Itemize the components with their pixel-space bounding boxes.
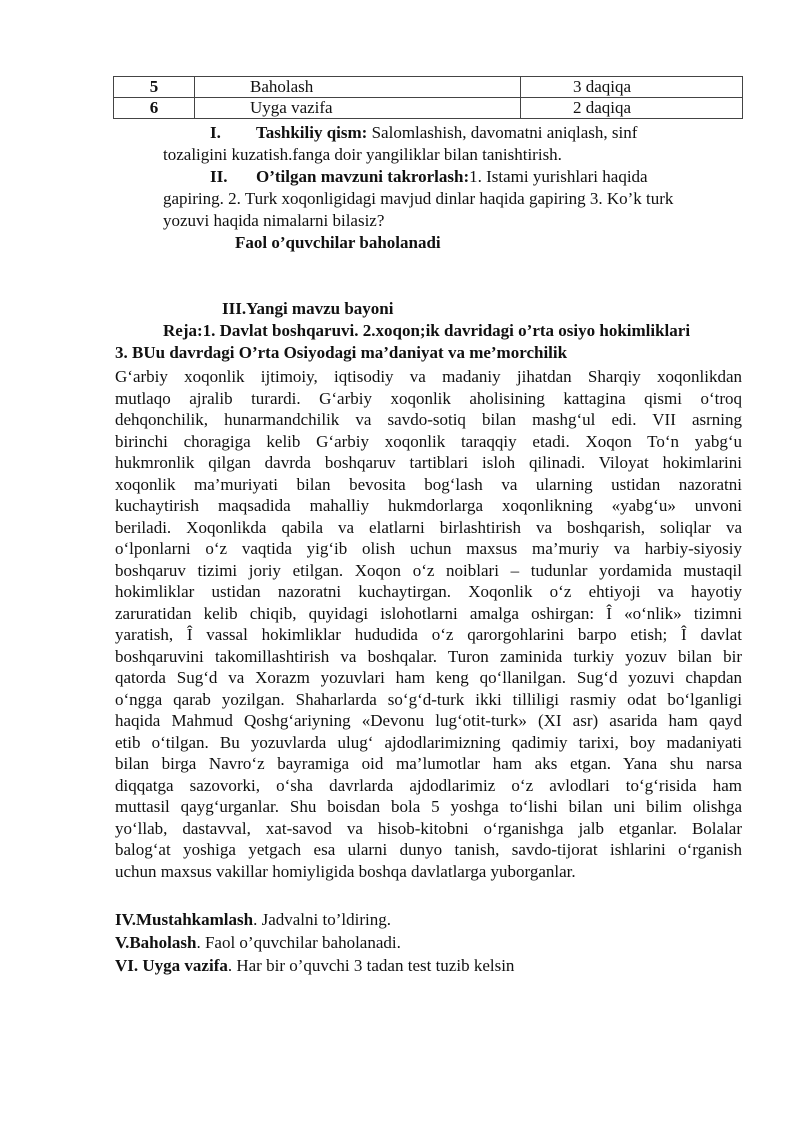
section-6-heading: VI. Uyga vazifa	[115, 956, 228, 975]
paragraph-line: o‘ngga qarab yozilgan. Shaharlarda so‘g‘d-turk ikki tilliligi rasmiy odat bo‘lganligi	[115, 689, 742, 709]
paragraph-line: yo‘llab, dastavval, xat-savod va hisob-kitobni o‘rganishga jalb etganlar. Bolalar	[115, 818, 742, 838]
section-1-line-2: tozaligini kuzatish.fanga doir yangiliklar bilan tanishtirish.	[163, 145, 562, 164]
row-number: 6	[114, 98, 195, 119]
paragraph-line: birinchi choragiga kelib G‘arbiy xoqonlik taraqqiy etadi. Xoqon To‘n yabg‘u	[115, 431, 742, 451]
paragraph-line: hukmronlik qilgan davrda boshqaruv tartiblari isloh qilinadi. Viloyat hokimlarini	[115, 453, 742, 472]
paragraph-line: hokimliklar ustidan nazoratni kuchaytirgan. Xoqonlik o‘z ehtiyoji va hayotiy	[115, 582, 742, 601]
paragraph-line: zaruratidan kelib chiqib, quyidagi islohotlarni amalga oshirgan: Î «o‘nlik» tizimni	[115, 603, 742, 623]
table-row	[114, 77, 743, 98]
plan-line-1: Reja:1. Davlat boshqaruvi. 2.xoqon;ik davridagi o’rta osiyo hokimliklari	[163, 321, 691, 340]
plan-line-2: 3. BUu davrdagi O’rta Osiyodagi ma’daniyat va me’morchilik	[115, 343, 568, 362]
section-2-numeral: II.	[210, 167, 228, 186]
section-2-text: 1. Istami yurishlari haqida	[469, 167, 648, 186]
paragraph-line: beriladi. Xoqonlikda qabila va elatlarni birlashtirish va boshqarish, soliqlar va	[115, 517, 742, 537]
section-1-heading: Tashkiliy qism:	[256, 123, 368, 142]
lesson-plan-table	[113, 76, 743, 119]
paragraph-line: muttasil qayg‘urganlar. Shu boisdan bola 5 yoshga to‘lishi bilan uni bilim olishga	[115, 797, 742, 816]
time-cell: 3 daqiqa	[521, 77, 743, 98]
section-4-text: . Jadvalni to’ldiring.	[253, 910, 391, 929]
paragraph-line: etib o‘tilgan. Bu yozuvlarda ulug‘ ajdodlarimizning qadimiy tarixi, boy madaniyati	[115, 732, 742, 752]
section-1-line-1	[210, 122, 637, 143]
paragraph-line: bilan birga Navro‘z bayramiga oid ma’lumotlar ham aks etgan. Yana shu narsa	[115, 754, 742, 773]
table-row	[114, 98, 743, 119]
section-2-heading: O’tilgan mavzuni takrorlash:	[256, 167, 470, 186]
time-cell: 2 daqiqa	[521, 98, 743, 119]
paragraph-line: dehqonchilik, hunarmandchilik va savdo-sotiq bilan mashg‘ul edi. VII asrning	[115, 410, 742, 429]
paragraph-line: diqqatga sazovorki, o‘sha davrlarda ajdodlarimiz o‘z avlodlari to‘g‘risida ham	[115, 775, 742, 795]
paragraph-line: uchun maxsus vakillar homiyligida boshqa davlatlarga yuborganlar.	[115, 861, 576, 881]
section-1-numeral: I.	[210, 123, 221, 142]
paragraph-line: mutlaqo ajralib turardi. G‘arbiy xoqonlik aholisining kattagina qismi o‘troq	[115, 388, 742, 408]
section-2-line-3: yozuvi haqida nimalarni bilasiz?	[163, 211, 385, 230]
paragraph-line: balog‘at yoshiga yetgach esa ularni dunyo tanish, savdo-tijorat ishlarini o‘rganish	[115, 840, 742, 859]
main-paragraph	[115, 366, 742, 882]
paragraph-line: yaratish, Î vassal hokimliklar hududida o‘z qarorgohlarini barpo etish; Î davlat	[115, 625, 742, 644]
stage-cell: Uyga vazifa	[195, 98, 521, 119]
paragraph-line: kuchaytirish maqsadida mahalliy hukmdorlarga xoqonlikning «yabg‘u» unvoni	[115, 496, 742, 515]
paragraph-line: xoqonlik ma’muriyati bilan bevosita bog‘lash va ularning ustidan nazoratni	[115, 474, 742, 494]
section-2-line-2: gapiring. 2. Turk xoqonligidagi mavjud dinlar haqida gapiring 3. Ko’k turk	[163, 189, 674, 208]
section-3-title: III.Yangi mavzu bayoni	[222, 299, 394, 318]
section-5-line	[115, 932, 401, 953]
active-students-note: Faol o’quvchilar baholanadi	[235, 233, 441, 252]
section-6-text: . Har bir o’quvchi 3 tadan test tuzib kelsin	[227, 956, 515, 975]
section-2-line-1	[210, 166, 648, 187]
section-5-text: . Faol o’quvchilar baholanadi.	[196, 933, 401, 952]
paragraph-line: qatorda Sug‘d va Xorazm yozuvlari ham keng qo‘llanilgan. Sug‘d yozuvi chapdan	[115, 668, 742, 687]
section-5-heading: V.Baholash	[115, 933, 197, 952]
row-number: 5	[114, 77, 195, 98]
paragraph-line: haqida Mahmud Qoshg‘ariyning «Devonu lug‘otit-turk» (XI asr) asarida ham qayd	[115, 711, 742, 730]
stage-cell: Baholash	[195, 77, 521, 98]
paragraph-line: G‘arbiy xoqonlik ijtimoiy, iqtisodiy va madaniy jihatdan Sharqiy xoqonlikdan	[115, 367, 742, 386]
section-4-heading: IV.Mustahkamlash	[115, 910, 254, 929]
paragraph-line: o‘lponlarni o‘z vaqtida yig‘ib olish uchun maxsus ma’muriy va harbiy-siyosiy	[115, 539, 742, 558]
paragraph-line: boshqaruvini takomillashtirish va boshqalar. Turon zaminida turkiy yozuv bilan bir	[115, 646, 742, 666]
section-4-line	[115, 909, 391, 930]
section-6-line	[115, 955, 514, 976]
section-1-text: Salomlashish, davomatni aniqlash, sinf	[367, 123, 638, 142]
paragraph-line: boshqaruv tizimi joriy etilgan. Xoqon o‘z noiblari – tudunlar yordamida mustaqil	[115, 560, 742, 580]
